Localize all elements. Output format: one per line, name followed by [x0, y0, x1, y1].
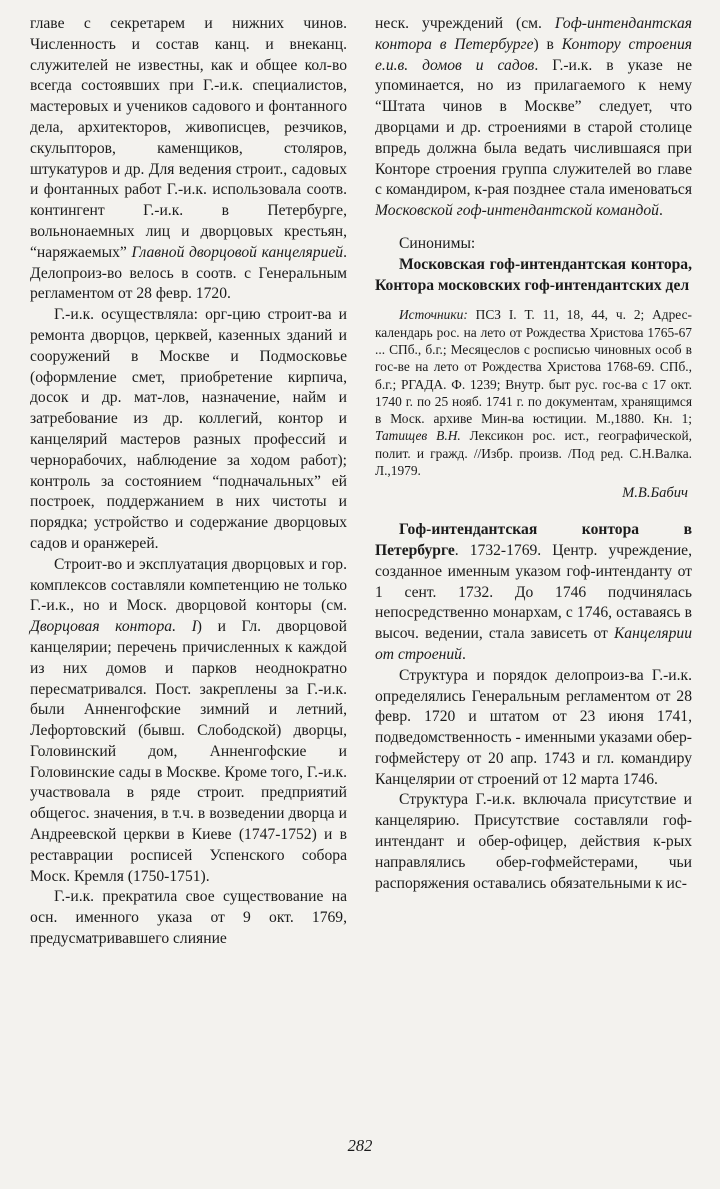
paragraph	[30, 555, 347, 888]
text-run: Г.-и.к. осуществляла: орг-цию строит-ва и ремонта дворцов, церквей, казенных зданий и сооружений в Москве и Подмосковье (оформление смет, приобретение кирпича, досок и др. мат-лов, назначение, найм и затребование из др. коллегий, контор и канцелярий мастеров разных профессий и чернорабочих, наблюдение за ходом работ); контроль за состоянием “подначальных” ей построек, поддержанием в них чистоты и порядка; устройство и содержание дворцовых садов и оранжерей.	[30, 306, 347, 552]
text-run: неск. учреждений (см.	[375, 15, 555, 32]
right-column	[375, 14, 692, 950]
synonyms-names	[375, 255, 692, 297]
paragraph	[375, 14, 692, 222]
paragraph	[30, 305, 347, 555]
text-run: .	[658, 202, 663, 220]
text-run: ПСЗ I. Т. 11, 18, 44, ч. 2; Адрес-календарь рос. на лето от Рождества Христова 1765-67 ... СПб., б.г.; Месяцеслов с росписью чиновных особ в гос-ве на лето от Рождества Христова 1768-69. СПб., б.г.; РГАДА. Ф. 1239; Внутр. быт рус. гос-ва с 17 окт. 1740 г. по 25 нояб. 1741 г. по документам, хранящимся в Моск. архиве Мин-ва юстиции. М.,1880. Кн. 1;	[375, 307, 692, 427]
text-run: Структура Г.-и.к. включала присутствие и канцелярию. Присутствие составляли гоф-интендант и обер-офицер, действия к-рых направлялись обер-гофмейстерами, чьи распоряжения оставались обязательными к ис-	[375, 791, 692, 892]
page-number: 282	[347, 1136, 373, 1155]
text-run-bold: Гоф-интендантская контора в Петербурге	[375, 521, 692, 559]
text-run: . 1732-1769. Центр. учреждение, созданное именным указом гоф-интенданту от 1 сент. 1732. До 1746 подчинялась непосредственно монархам, с 1746, оставаясь в высоч. ведении, стала зависеть от	[375, 541, 692, 643]
text-run-italic: Канцелярии от строений	[375, 625, 692, 663]
text-run: . Делопроиз-во велось в соотв. с Генеральным регламентом от 28 февр. 1720.	[30, 243, 347, 303]
text-run-bold: Московская гоф-интендантская контора, Контора московских гоф-интендантских дел	[375, 255, 692, 294]
text-run: главе с секретарем и нижних чинов. Численность и состав канц. и внеканц. служителей не известны, как и общее кол-во всегда состоявших при Г.-и.к. специалистов, мастеровых и учеников садового и фонтанного дела, архитекторов, живописцев, резчиков, скульпторов, каменщиков, столяров, штукатуров и др. Для ведения строит., садовых и фонтанных работ Г.-и.к. использовала соотв. контингент Г.-и.к. в Петербурге, вольнонаемных лиц и дворцовых крестьян, “наряжаемых”	[30, 15, 347, 261]
synonyms-label	[375, 234, 692, 255]
text-run: Г.-и.к. прекратила свое существование на осн. именного указа от 9 окт. 1769, предусматривавшего слияние	[30, 888, 347, 948]
text-run-italic: Источники:	[399, 307, 468, 323]
text-run: ) в	[533, 35, 562, 53]
text-run-italic: Гоф-интендантская контора в Петербурге	[375, 15, 692, 53]
text-run-italic: Главной дворцовой канцелярией	[131, 243, 344, 261]
paragraph	[375, 666, 692, 791]
text-run-italic: Контору строения е.и.в. домов и садов	[375, 35, 693, 74]
entry	[375, 520, 692, 666]
text-run: ) и Гл. дворцовой канцелярии; перечень причисленных к каждой из них домов и парков неоднократно пересматривался. Пост. закреплены за Г.-и.к. были Анненгофские зимний и летний, Лефортовский (бывш. Слободской) дворцы, Головинский дом, Анненгофские и Головинские сады в Москве. Кроме того, Г.-и.к. участвовала в ряде строит. предприятий общегос. значения, в т.ч. в возведении дворца и Андреевской церкви в Киеве (1747-1752) и в реставрации росписей Успенского собора Моск. Кремля (1750-1751).	[30, 618, 347, 885]
text-run: Синонимы:	[399, 234, 476, 252]
text-run-italic: Дворцовая контора. I	[30, 618, 197, 636]
text-run-italic: Татищев В.Н.	[375, 428, 461, 444]
signature	[375, 483, 692, 504]
text-run: .	[461, 645, 466, 663]
paragraph	[375, 790, 692, 894]
text-run-italic: М.В.Бабич	[622, 485, 688, 502]
left-column	[30, 14, 347, 950]
text-run: Лексикон рос. ист., географической, полит. и гражд. //Избр. произв. /Под ред. С.Н.Валка. Л.,1979.	[375, 428, 692, 479]
text-run-italic: Московской гоф-интендантской командой	[375, 202, 659, 220]
paragraph	[30, 887, 347, 949]
two-column-text	[30, 14, 692, 950]
text-run: Строит-во и эксплуатация дворцовых и гор. комплексов составляли компетенцию не только Г.-и.к., но и Моск. дворцовой конторы (см.	[30, 555, 347, 615]
text-run: Структура и порядок делопроиз-ва Г.-и.к. определялись Генеральным регламентом от 28 февр. 1720 и штатом от 23 июня 1741, подведомственность - именными указами обер-гофмейстеру от 20 апр. 1743 и гл. командиру Канцелярии от строений от 12 марта 1746.	[375, 666, 692, 788]
sources	[375, 306, 692, 479]
text-run: . Г.-и.к. в указе не упоминается, но из прилагаемого к нему “Штата чинов в Москве” следует, что дворцами и др. строениями в старой столице впредь должна была ведать числившаяся при Конторе строения группа служителей во главе с командиром, к-рая позднее стала именоваться	[375, 56, 693, 199]
paragraph	[30, 14, 347, 305]
